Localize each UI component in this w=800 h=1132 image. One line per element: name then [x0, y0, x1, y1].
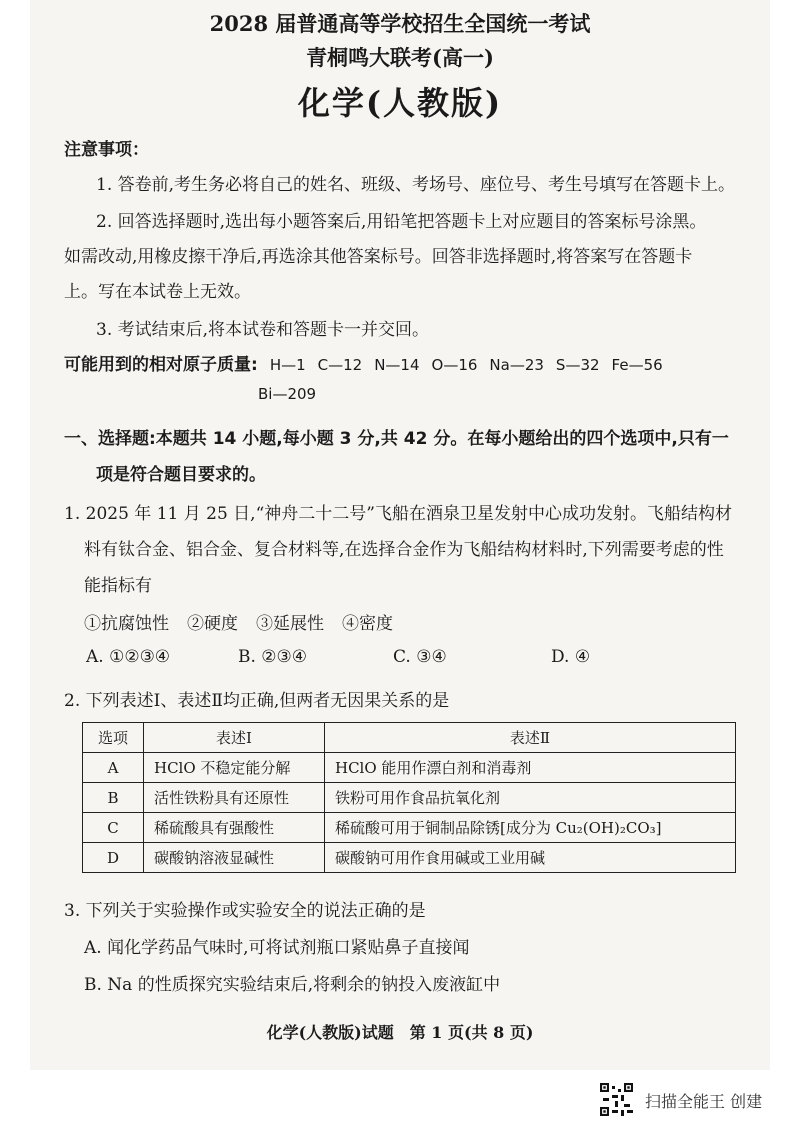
table-cell: 碳酸钠可用作食用碱或工业用碱: [325, 843, 736, 873]
table-cell: C: [83, 813, 144, 843]
q3-option-b: B. Na 的性质探究实验结束后,将剩余的钠投入废液缸中: [84, 975, 501, 995]
table-cell: 稀硫酸可用于铜制品除锈[成分为 Cu₂(OH)₂CO₃]: [325, 813, 736, 843]
table-cell: A: [83, 753, 144, 783]
q1-property: ③延展性: [256, 614, 324, 634]
q1-property: ②硬度: [187, 614, 238, 634]
q1-option-a: A. ①②③④: [86, 647, 171, 667]
table-header-row: [83, 723, 736, 753]
watermark-text: 扫描全能王 创建: [645, 1092, 763, 1111]
notice-item-2: 2. 回答选择题时,选出每小题答案后,用铅笔把答题卡上对应题目的答案标号涂黑。: [96, 212, 707, 232]
table-row: [83, 813, 736, 843]
q1-properties: [84, 609, 411, 634]
q1-stem-cont: 料有钛合金、铝合金、复合材料等,在选择合金作为飞船结构材料时,下列需要考虑的性: [84, 540, 724, 560]
q3-option-a: A. 闻化学药品气味时,可将试剂瓶口紧贴鼻子直接闻: [84, 938, 470, 958]
q1-option-d: D. ④: [551, 647, 591, 667]
atomic-masses-label: 可能用到的相对原子质量:: [64, 355, 258, 375]
atomic-mass-item: H—1: [269, 356, 306, 374]
atomic-mass-item: N—14: [374, 356, 420, 374]
table-cell: 活性铁粉具有还原性: [144, 783, 325, 813]
atomic-masses: [64, 350, 663, 375]
q2-table: [82, 722, 736, 873]
subject-title: 化学(人教版): [297, 84, 503, 122]
table-row: [83, 753, 736, 783]
table-cell: HClO 能用作漂白剂和消毒剂: [325, 753, 736, 783]
table-cell: HClO 不稳定能分解: [144, 753, 325, 783]
table-row: [83, 783, 736, 813]
q1-property: ④密度: [342, 614, 393, 634]
notice-item-2-end: 上。写在本试卷上无效。: [64, 282, 251, 302]
q1-property: ①抗腐蚀性: [84, 614, 169, 634]
atomic-mass-item: Na—23: [489, 356, 544, 374]
notice-item-1: 1. 答卷前,考生务必将自己的姓名、班级、考场号、座位号、考生号填写在答题卡上。: [96, 175, 736, 195]
qr-code-icon: [600, 1083, 633, 1116]
table-header-cell: 表述Ⅰ: [144, 723, 325, 753]
section-1-heading-cont: 项是符合题目要求的。: [96, 465, 266, 485]
q1-stem: 1. 2025 年 11 月 25 日,“神舟二十二号”飞船在酒泉卫星发射中心成功发射。飞船结构材: [64, 504, 732, 524]
q3-stem: 3. 下列关于实验操作或实验安全的说法正确的是: [64, 901, 426, 921]
page-footer: 化学(人教版)试题 第 1 页(共 8 页): [266, 1023, 534, 1042]
atomic-mass-bi: Bi—209: [258, 385, 317, 403]
table-row: [83, 843, 736, 873]
table-cell: B: [83, 783, 144, 813]
notice-item-2-cont: 如需改动,用橡皮擦干净后,再选涂其他答案标号。回答非选择题时,将答案写在答题卡: [64, 247, 693, 267]
q1-option-b: B. ②③④: [238, 647, 308, 667]
atomic-mass-item: O—16: [431, 356, 478, 374]
notice-item-3: 3. 考试结束后,将本试卷和答题卡一并交回。: [96, 320, 430, 340]
notice-heading: 注意事项：: [64, 140, 149, 160]
table-cell: 铁粉可用作食品抗氧化剂: [325, 783, 736, 813]
table-cell: D: [83, 843, 144, 873]
exam-title: 2028 届普通高等学校招生全国统一考试: [209, 11, 591, 36]
atomic-mass-item: Fe—56: [611, 356, 663, 374]
table-cell: 稀硫酸具有强酸性: [144, 813, 325, 843]
q2-stem: 2. 下列表述Ⅰ、表述Ⅱ均正确,但两者无因果关系的是: [64, 691, 450, 711]
atomic-mass-item: S—32: [555, 356, 600, 374]
section-1-heading: 一、选择题:本题共 14 小题,每小题 3 分,共 42 分。在每小题给出的四个选项中,只有一: [64, 429, 729, 449]
q1-stem-end: 能指标有: [84, 576, 152, 596]
atomic-mass-item: C—12: [317, 356, 363, 374]
table-header-cell: 选项: [83, 723, 144, 753]
table-header-cell: 表述Ⅱ: [325, 723, 736, 753]
q1-option-c: C. ③④: [393, 647, 447, 667]
table-cell: 碳酸钠溶液显碱性: [144, 843, 325, 873]
exam-subtitle: 青桐鸣大联考(高一): [306, 45, 494, 70]
